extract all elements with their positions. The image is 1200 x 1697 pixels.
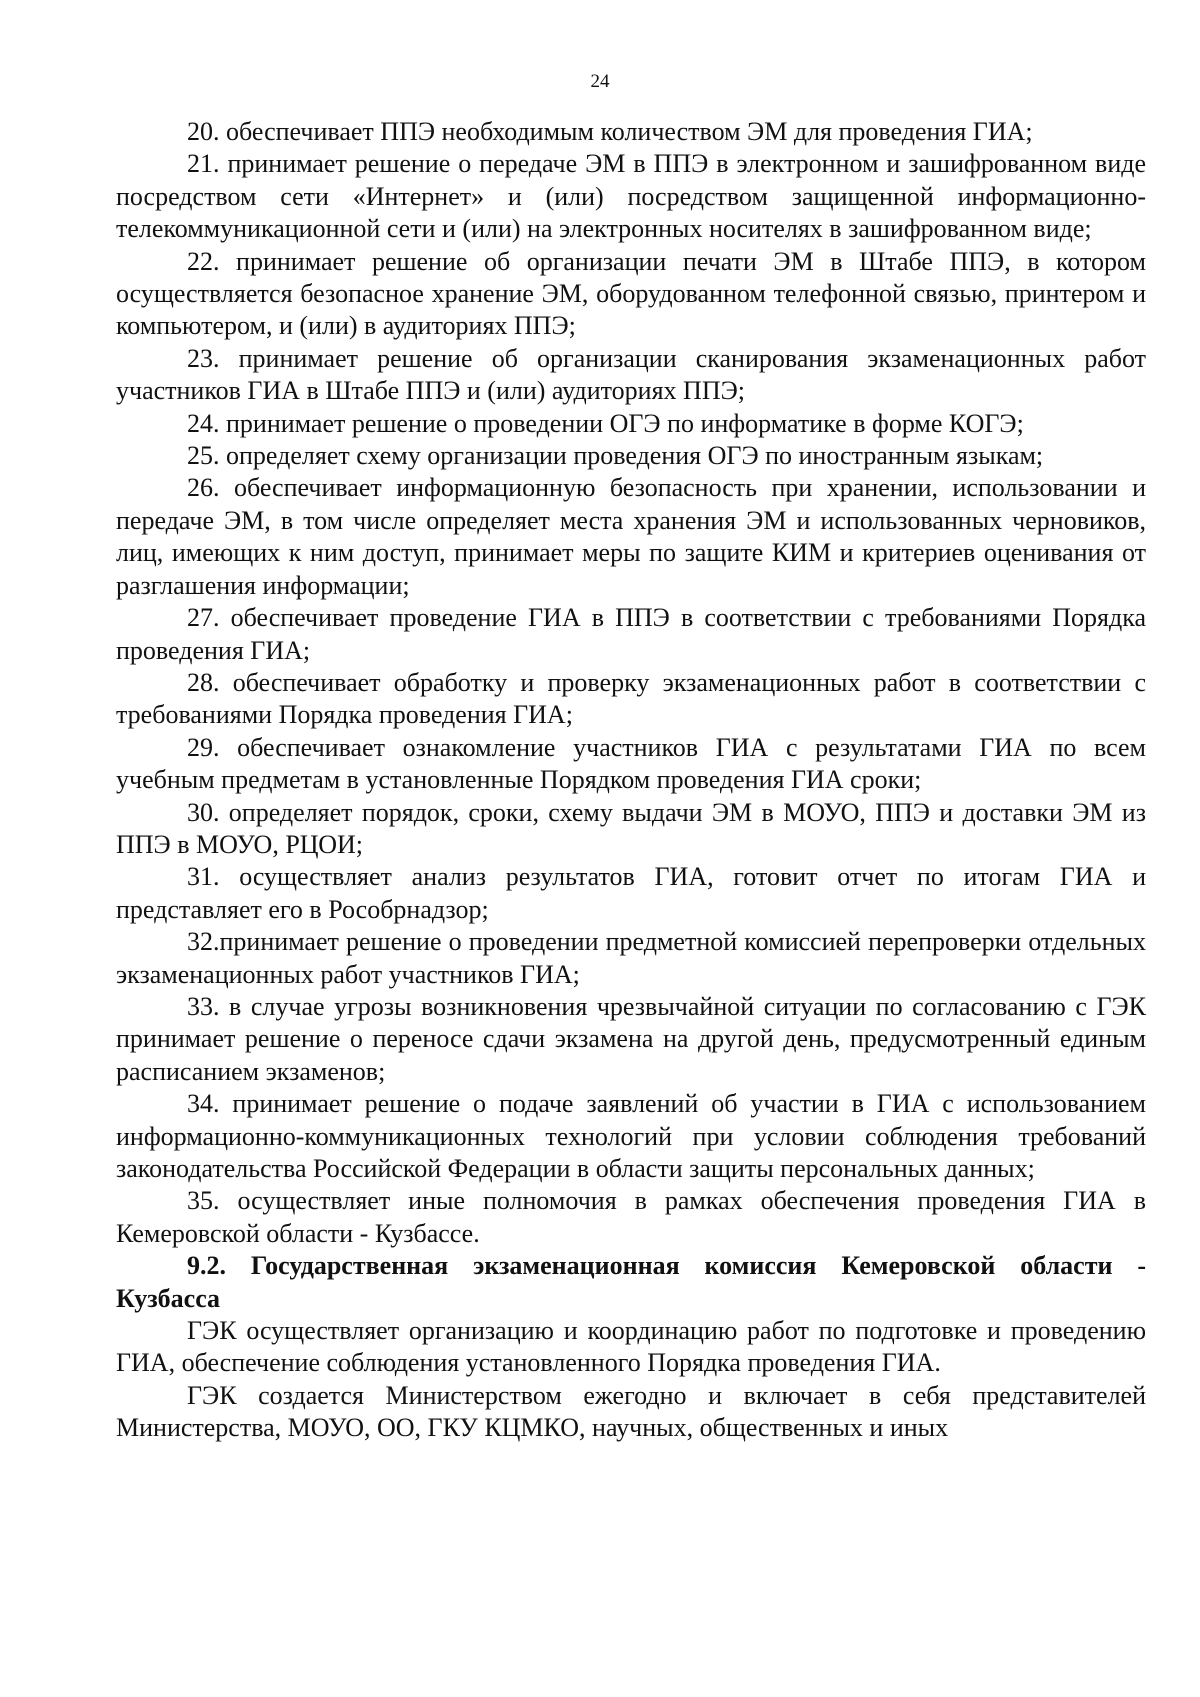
list-item: 21. принимает решение о передаче ЭМ в ППЭ в электронном и зашифрованном виде посредством сети «Интернет» и (или) посредством защищенной информационно-телекоммуникационной сети и (или) на электронных носителях в зашифрованном виде; bbox=[116, 149, 1146, 244]
list-item: 22. принимает решение об организации печати ЭМ в Штабе ППЭ, в котором осуществляется безопасное хранение ЭМ, оборудованном телефонной связью, принтером и компьютером, и (или) в аудиториях ППЭ; bbox=[116, 246, 1146, 341]
list-item: 33. в случае угрозы возникновения чрезвычайной ситуации по согласованию с ГЭК принимает решение о переносе сдачи экзамена на другой день, предусмотренный единым расписанием экзаменов; bbox=[116, 991, 1146, 1086]
list-item: 26. обеспечивает информационную безопасность при хранении, использовании и передаче ЭМ, в том числе определяет места хранения ЭМ и использованных черновиков, лиц, имеющих к ним доступ, принимает меры по защите КИМ и критериев оценивания от разглашения информации; bbox=[116, 473, 1146, 600]
list-item: 25. определяет схему организации проведения ОГЭ по иностранным языкам; bbox=[187, 441, 1044, 471]
page-number: 24 bbox=[590, 71, 610, 92]
list-item: 35. осуществляет иные полномочия в рамках обеспечения проведения ГИА в Кемеровской области - Кузбассе. bbox=[116, 1186, 1146, 1248]
list-item: 27. обеспечивает проведение ГИА в ППЭ в соответствии с требованиями Порядка проведения ГИА; bbox=[116, 603, 1146, 665]
list-item: 29. обеспечивает ознакомление участников ГИА с результатами ГИА по всем учебным предметам в установленные Порядком проведения ГИА сроки; bbox=[116, 732, 1146, 795]
section-paragraph: ГЭК создается Министерством ежегодно и включает в себя представителей Министерства, МОУО, ОО, ГКУ КЦМКО, научных, общественных и иных bbox=[116, 1380, 1146, 1443]
list-item: 30. определяет порядок, сроки, схему выдачи ЭМ в МОУО, ППЭ и доставки ЭМ из ППЭ в МОУО, РЦОИ; bbox=[116, 797, 1146, 859]
list-item: 20. обеспечивает ППЭ необходимым количеством ЭМ для проведения ГИА; bbox=[187, 117, 1033, 146]
list-item: 28. обеспечивает обработку и проверку экзаменационных работ в соответствии с требованиями Порядка проведения ГИА; bbox=[116, 667, 1146, 730]
list-item: 34. принимает решение о подаче заявлений об участии в ГИА с использованием информационно-коммуникационных технологий при условии соблюдения требований законодательства Российской Федерации в области защиты персональных данных; bbox=[116, 1089, 1146, 1183]
list-item: 31. осуществляет анализ результатов ГИА, готовит отчет по итогам ГИА и представляет его в Рособрнадзор; bbox=[116, 862, 1146, 924]
section-paragraph: ГЭК осуществляет организацию и координацию работ по подготовке и проведению ГИА, обеспечение соблюдения установленного Порядка проведения ГИА. bbox=[116, 1316, 1146, 1378]
section-heading: 9.2. Государственная экзаменационная комиссия Кемеровской области - Кузбасса bbox=[116, 1251, 1146, 1313]
page-content bbox=[116, 116, 1146, 1445]
list-item: 32.принимает решение о проведении предметной комиссией перепроверки отдельных экзаменационных работ участников ГИА; bbox=[116, 927, 1146, 989]
list-item: 23. принимает решение об организации сканирования экзаменационных работ участников ГИА в Штабе ППЭ и (или) аудиториях ППЭ; bbox=[116, 343, 1146, 406]
list-item: 24. принимает решение о проведении ОГЭ по информатике в форме КОГЭ; bbox=[187, 408, 1024, 438]
